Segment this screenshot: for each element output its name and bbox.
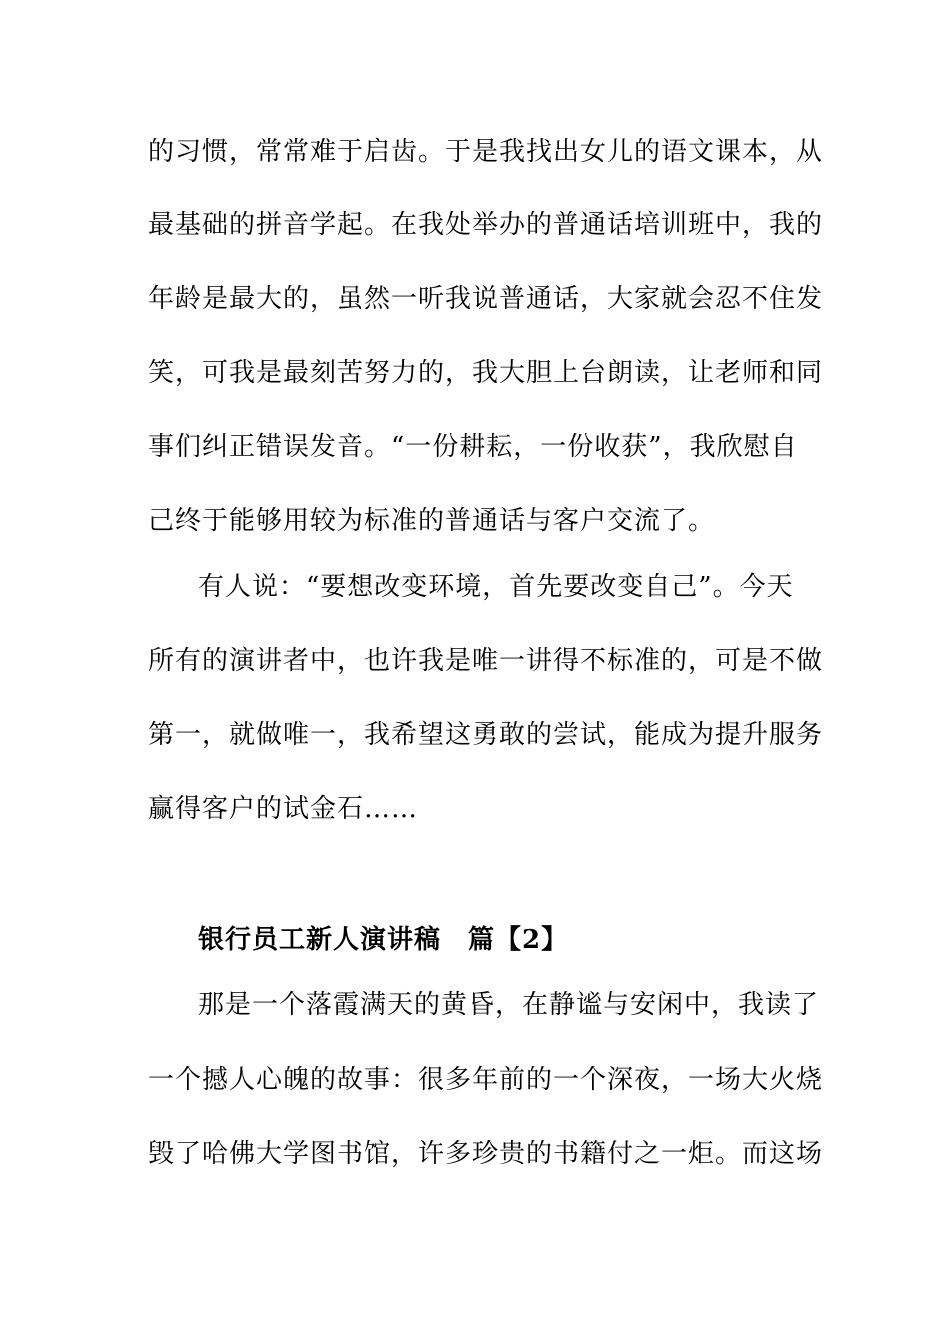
paragraph-line: 的习惯，常常难于启齿。于是我找出女儿的语文课本，从 [148, 137, 824, 167]
paragraph-line: 事们纠正错误发音。“一份耕耘，一份收获”，我欣慰自 [148, 432, 798, 462]
paragraph-line: 有人说：“要想改变环境，首先要改变自己”。今天 [198, 572, 794, 602]
paragraph-line: 第一，就做唯一，我希望这勇敢的尝试，能成为提升服务 [148, 720, 824, 750]
paragraph-line: 毁了哈佛大学图书馆，许多珍贵的书籍付之一炬。而这场 [148, 1139, 824, 1169]
paragraph-line: 所有的演讲者中，也许我是唯一讲得不标准的，可是不做 [148, 646, 824, 676]
paragraph-line: 那是一个落霞满天的黄昏，在静谧与安闲中，我读了 [198, 990, 820, 1020]
paragraph-line: 一个撼人心魄的故事：很多年前的一个深夜，一场大火烧 [148, 1065, 824, 1095]
section-heading: 银行员工新人演讲稿 篇【2】 [198, 925, 569, 955]
paragraph-line: 笑，可我是最刻苦努力的，我大胆上台朗读，让老师和同 [148, 358, 824, 388]
paragraph-line: 赢得客户的试金石…… [148, 794, 419, 824]
paragraph-line: 己终于能够用较为标准的普通话与客户交流了。 [148, 506, 716, 536]
paragraph-line: 最基础的拼音学起。在我处举办的普通话培训班中，我的 [148, 210, 824, 240]
paragraph-line: 年龄是最大的，虽然一听我说普通话，大家就会忍不住发 [148, 284, 824, 314]
